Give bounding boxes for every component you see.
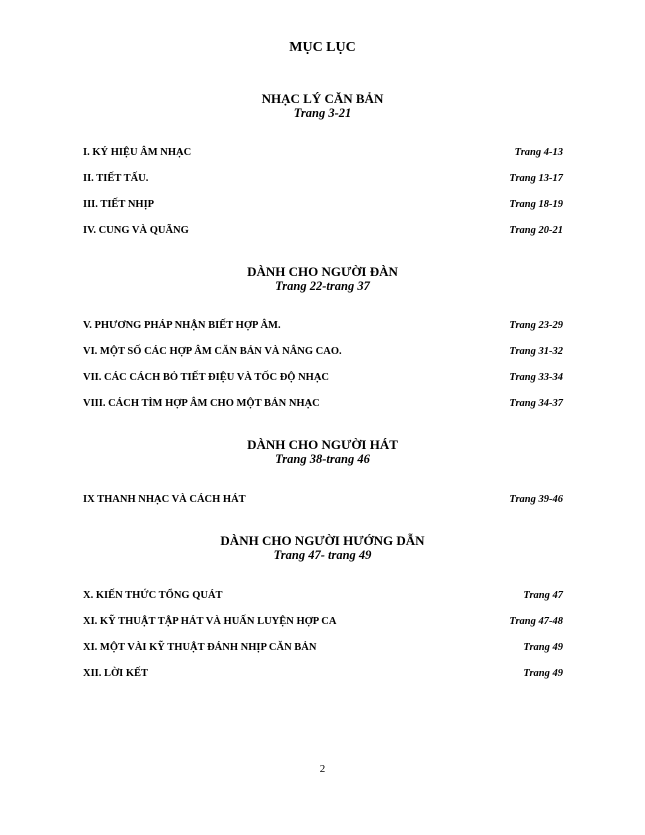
toc-entry-page: Trang 49 <box>523 642 563 653</box>
toc-entry-label: XI. MỘT VÀI KỸ THUẬT ĐÁNH NHỊP CĂN BẢN <box>83 642 317 653</box>
toc-entry-label: IV. CUNG VÀ QUÃNG <box>83 225 189 236</box>
toc-entry[interactable] <box>83 197 563 213</box>
section-heading-nhac-ly <box>0 91 645 121</box>
toc-entry-label: II. TIẾT TẤU. <box>83 173 149 184</box>
section-page-range: Trang 47- trang 49 <box>273 548 372 562</box>
toc-entry[interactable] <box>83 666 563 682</box>
toc-entry[interactable] <box>83 318 563 334</box>
toc-entry[interactable] <box>83 614 563 630</box>
document-title: MỤC LỤC <box>289 40 356 55</box>
toc-entry[interactable] <box>83 370 563 386</box>
toc-entry[interactable] <box>83 492 563 508</box>
toc-entry-page: Trang 4-13 <box>514 147 563 158</box>
toc-entry-page: Trang 13-17 <box>509 173 563 184</box>
toc-entry-page: Trang 31-32 <box>509 346 563 357</box>
toc-entry-page: Trang 49 <box>523 668 563 679</box>
toc-entry-page: Trang 33-34 <box>509 372 563 383</box>
toc-entry[interactable] <box>83 640 563 656</box>
toc-entry-page: Trang 20-21 <box>509 225 563 236</box>
toc-entry-label: XI. KỸ THUẬT TẬP HÁT VÀ HUẤN LUYỆN HỢP CA <box>83 616 337 627</box>
section-title: DÀNH CHO NGƯỜI HÁT <box>247 437 398 452</box>
toc-entry-label: IX THANH NHẠC VÀ CÁCH HÁT <box>83 494 246 505</box>
page-number: 2 <box>319 763 326 775</box>
section-title: DÀNH CHO NGƯỜI ĐÀN <box>247 264 398 279</box>
toc-entry-label: V. PHƯƠNG PHÁP NHẬN BIẾT HỢP ÂM. <box>83 320 281 331</box>
toc-entry-label: XII. LỜI KẾT <box>83 668 149 679</box>
section-title: DÀNH CHO NGƯỜI HƯỚNG DẪN <box>220 533 425 548</box>
section-heading-nguoi-hat <box>0 437 645 467</box>
section-heading-nguoi-dan <box>0 264 645 294</box>
toc-entry-page: Trang 47 <box>523 590 563 601</box>
section-heading-nguoi-huong-dan <box>0 533 645 563</box>
toc-entry[interactable] <box>83 588 563 604</box>
toc-entry-label: VIII. CÁCH TÌM HỢP ÂM CHO MỘT BẢN NHẠC <box>83 398 320 409</box>
toc-entry-page: Trang 39-46 <box>509 494 563 505</box>
section-title: NHẠC LÝ CĂN BẢN <box>261 91 384 106</box>
toc-entry-label: X. KIẾN THỨC TỔNG QUÁT <box>83 590 223 601</box>
section-page-range: Trang 22-trang 37 <box>275 279 370 293</box>
toc-entry-label: III. TIẾT NHỊP <box>83 199 155 210</box>
section-page-range: Trang 38-trang 46 <box>275 452 370 466</box>
section-page-range: Trang 3-21 <box>293 106 352 120</box>
toc-entry-label: VI. MỘT SỐ CÁC HỢP ÂM CĂN BẢN VÀ NÂNG CAO. <box>83 346 342 357</box>
toc-entry-page: Trang 34-37 <box>509 398 563 409</box>
toc-entry-page: Trang 23-29 <box>509 320 563 331</box>
toc-entry[interactable] <box>83 344 563 360</box>
toc-entry-label: I. KÝ HIỆU ÂM NHẠC <box>83 147 192 158</box>
toc-entry[interactable] <box>83 223 563 239</box>
toc-entry-page: Trang 47-48 <box>509 616 563 627</box>
toc-entry-page: Trang 18-19 <box>509 199 563 210</box>
toc-entry-label: VII. CÁC CÁCH BỎ TIẾT ĐIỆU VÀ TỐC ĐỘ NHẠC <box>83 372 330 383</box>
toc-entry[interactable] <box>83 396 563 412</box>
toc-entry[interactable] <box>83 145 563 161</box>
toc-entry[interactable] <box>83 171 563 187</box>
